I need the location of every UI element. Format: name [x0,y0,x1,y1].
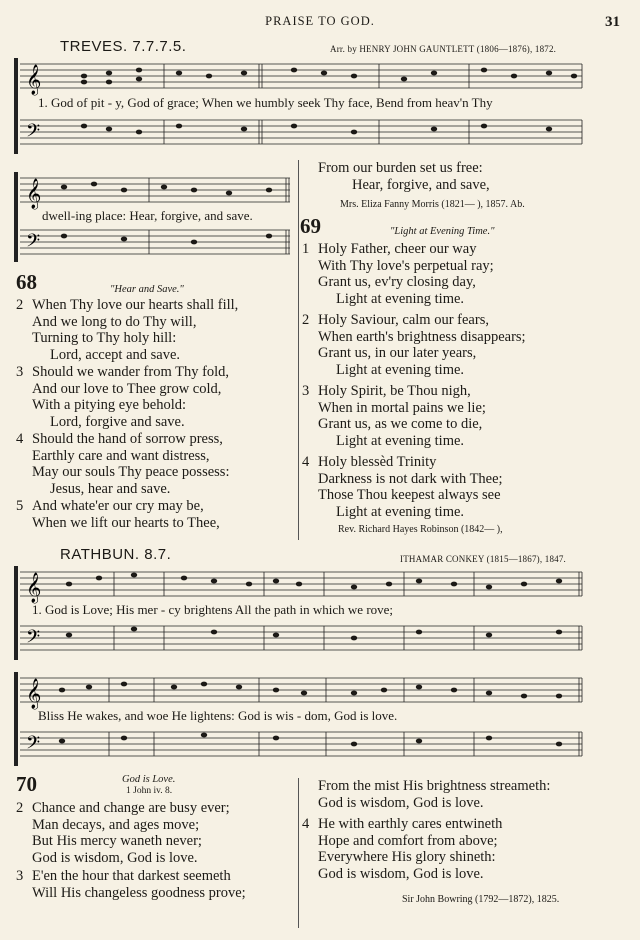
verse-line: And we long to do Thy will, [32,313,197,330]
verse-line: Jesus, hear and save. [50,480,171,497]
verse-line: Lord, accept and save. [50,346,181,363]
verse-line: E'en the hour that darkest seemeth [32,868,231,884]
verse-line: God is wisdom, God is love. [318,794,484,811]
verse-number: 4 [302,816,310,832]
svg-text:𝄢: 𝄢 [26,231,41,256]
verse-line: Grant us, ev'ry closing day, [318,274,476,290]
verse-number: 4 [16,431,24,447]
svg-text:𝄢: 𝄢 [26,733,41,758]
hymn-67-continuation [318,160,490,193]
verse-number: 2 [302,312,310,328]
hymn-69-subtitle: "Light at Evening Time." [390,226,495,237]
hymn-number-69: 69 [300,214,321,238]
verse-line: And our love to Thee grow cold, [32,380,222,397]
verse-line: Grant us, as we come to die, [318,416,483,432]
hymn-70-subtitle: God is Love. [122,774,176,785]
verse-line: May our souls Thy peace possess: [32,464,230,480]
svg-text:𝄢: 𝄢 [26,121,41,146]
svg-text:𝄞: 𝄞 [26,573,42,603]
hymn-69-text [302,241,526,520]
hymn-70-text-left [16,800,246,901]
running-title: PRAISE TO GOD. [265,14,375,28]
treves-lyric-line-1: 1. God of pit - y, God of grace; When we humbly seek Thy face, Bend from heav'n Thy [38,95,493,110]
verse-line: When we lift our hearts to Thee, [32,514,220,531]
verse-line: With Thy love's perpetual ray; [318,257,494,274]
verse-number: 3 [16,868,24,884]
verse-line: Hope and comfort from above; [318,832,498,849]
hymn-67-attribution: Mrs. Eliza Fanny Morris (1821— ), 1857. Ab. [340,199,525,210]
verse-number: 2 [16,800,24,816]
verse-line: Hear, forgive, and save, [352,176,490,193]
verse-line: Should the hand of sorrow press, [32,431,223,447]
svg-text:𝄞: 𝄞 [26,679,42,709]
svg-text:𝄞: 𝄞 [26,65,42,95]
verse-line: Everywhere His glory shineth: [318,849,496,865]
hymn-68-text [16,297,238,531]
verse-line: Holy Father, cheer our way [318,241,477,257]
verse-line: Light at evening time. [336,432,465,449]
verse-line: Those Thou keepest always see [318,487,501,503]
hymn-number-68: 68 [16,270,37,294]
verse-line: God is wisdom, God is love. [32,849,198,866]
verse-line: Will His changeless goodness prove; [32,884,246,901]
verse-line: From the mist His brightness streameth: [318,778,551,794]
hymn-69-attribution: Rev. Richard Hayes Robinson (1842— ), [338,524,503,535]
verse-line: When Thy love our hearts shall fill, [32,297,239,313]
hymn-70-attribution: Sir John Bowring (1792—1872), 1825. [402,894,560,905]
verse-line: Earthly care and want distress, [32,447,210,464]
verse-line: Holy Saviour, calm our fears, [318,312,489,328]
verse-line: Should we wander from Thy fold, [32,364,230,380]
verse-line: Chance and change are busy ever; [32,800,230,816]
treves-lyric-line-2: dwell-ing place: Hear, forgive, and save. [42,208,253,223]
verse-line: Light at evening time. [336,503,465,520]
tune-name-treves: TREVES. 7.7.7.5. [60,38,187,55]
tune-name-rathbun: RATHBUN. 8.7. [60,546,172,563]
column-divider-bottom [298,778,299,928]
hymn-68-subtitle: "Hear and Save." [110,284,184,295]
svg-text:𝄢: 𝄢 [26,627,41,652]
verse-line: Lord, forgive and save. [50,413,185,430]
verse-line: Light at evening time. [336,290,465,307]
treves-arranger: Arr. by HENRY JOHN GAUNTLETT (1806—1876), 1872. [330,44,557,54]
rathbun-composer: ITHAMAR CONKEY (1815—1867), 1847. [400,554,567,564]
rathbun-lyric-line-2: Bliss He wakes, and woe He lightens: God is wis - dom, God is love. [38,708,398,723]
verse-number: 5 [16,498,24,514]
verse-line: Man decays, and ages move; [32,816,200,833]
verse-line: From our burden set us free: [318,160,483,176]
verse-line: Darkness is not dark with Thee; [318,470,503,487]
verse-line: With a pitying eye behold: [32,397,187,413]
verse-line: Light at evening time. [336,361,465,378]
verse-line: But His mercy waneth never; [32,833,202,849]
hymn-70-reference: 1 John iv. 8. [126,786,173,796]
column-divider-top [298,160,299,540]
hymn-70-text-right [302,778,550,882]
bass-staff-lines [20,120,582,144]
verse-number: 4 [302,454,310,470]
svg-text:𝄞: 𝄞 [26,179,42,209]
verse-line: Holy Spirit, be Thou nigh, [318,383,471,399]
verse-line: When in mortal pains we lie; [318,399,486,416]
verse-number: 3 [302,383,310,399]
verse-number: 2 [16,297,24,313]
verse-line: Grant us, in our later years, [318,345,477,361]
treble-staff-lines [20,64,582,88]
verse-number: 3 [16,364,24,380]
page-number: 31 [605,14,620,30]
verse-line: He with earthly cares entwineth [318,816,503,832]
verse-number: 1 [302,241,310,257]
verse-line: Holy blessèd Trinity [318,454,437,470]
hymn-number-70: 70 [16,772,37,796]
verse-line: And whate'er our cry may be, [32,498,204,514]
verse-line: When earth's brightness disappears; [318,328,526,345]
verse-line: Turning to Thy holy hill: [32,330,177,346]
verse-line: God is wisdom, God is love. [318,865,484,882]
rathbun-lyric-line-1: 1. God is Love; His mer - cy brightens All the path in which we rove; [32,602,394,617]
